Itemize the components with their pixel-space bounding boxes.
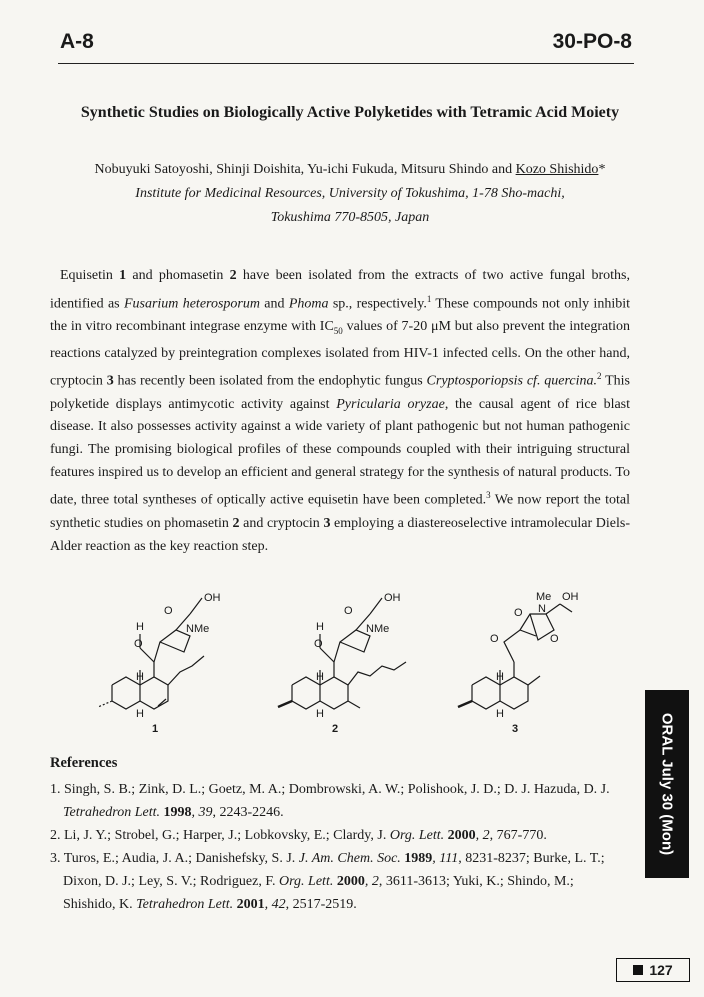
abstract: Equisetin 1 and phomasetin 2 have been isolated from the extracts of two active fungal broths, identified as Fusarium heterosporum and Phoma sp., respectively.$^1$ These compounds not only inhibit the in vitro recombinant integrase enzyme with $IC_{50}$ values of 7-20 μM but also prevent the integration reactions catalyzed by preintegration complexes isolated from HIV-1 infected cells. On the other hand, cryptocin 3 has recently been isolated from the endophytic fungus Cryptosporiopsis cf. quercina.$^2$ This polyketide displays antimycotic activity against Pyricularia oryzae, the causal agent of rice blast disease. It also possesses activity against a wide variety of plant pathogenic but not human pathogenic fungi. The promising biological profiles of these compounds coupled with their intriguing structural features inspired us to develop an efficient and general strategy for the synthesis of natural products. To date, three total syntheses of optically active equisetin have been completed.$^3$ We now report the total synthetic studies on phomasetin 2 and cryptocin 3 employing a diastereoselective intramolecular Diels-Alder reaction as the key reaction step.: [50, 268, 631, 554]
s2-nme-label: NMe: [366, 623, 390, 635]
page-number: 127: [649, 962, 673, 978]
affiliation-line-2: Tokushima 770-8505, Japan: [270, 210, 430, 225]
s3-top-h-label: H: [496, 671, 504, 683]
references-heading: References: [50, 755, 118, 771]
black-square-icon: [633, 965, 643, 975]
s2-h-label: H: [316, 621, 324, 633]
s1-oh-label: OH: [204, 592, 221, 604]
s1-nme-label: NMe: [186, 623, 210, 635]
s2-oh-label: OH: [384, 592, 401, 604]
references-list: [50, 778, 625, 916]
s3-bottom-h-label: H: [496, 708, 504, 720]
s1-h-label: H: [136, 621, 144, 633]
reference-3: 3. Turos, E.; Audia, J. A.; Danishefsky, S. J. J. Am. Chem. Soc. 1989, 111, 8231-8237; Burke, L. T.; Dixon, D. J.; Ley, S. V.; Rodriguez, F. Org. Lett. 2000, 2, 3611-3613; Yuki, K.; Shindo, M.; Shishido, K. Tetrahedron Lett. 2001, 42, 2517-2519.: [50, 851, 605, 912]
affiliation-line-1: Institute for Medicinal Resources, University of Tokushima, 1-78 Sho-machi,: [135, 186, 565, 201]
s2-o2-label: O: [314, 638, 323, 650]
s3-me-label: Me: [536, 591, 552, 603]
presenting-author: Kozo Shishido: [515, 162, 599, 177]
s1-bottom-h-label: H: [136, 708, 144, 720]
s3-compound-number: 3: [512, 723, 519, 735]
s2-bottom-h-label: H: [316, 708, 324, 720]
s3-o3-label: O: [550, 633, 559, 645]
s1-compound-number: 1: [152, 723, 159, 735]
structure-equisetin: [98, 592, 221, 735]
reference-2: 2. Li, J. Y.; Strobel, G.; Harper, J.; Lobkovsky, E.; Clardy, J. Org. Lett. 2000, 2, 767-770.: [50, 828, 547, 843]
author-list: Nobuyuki Satoyoshi, Shinji Doishita, Yu-ichi Fukuda, Mitsuru Shindo and Kozo Shishido*: [94, 162, 606, 177]
header-session-code: A-8: [60, 30, 94, 53]
header-poster-code: 30-PO-8: [552, 30, 632, 53]
s1-ring-h-label: H: [136, 671, 144, 683]
chemical-structures: [80, 590, 620, 740]
s2-o1-label: O: [344, 605, 353, 617]
s2-ring-h-label: H: [316, 671, 324, 683]
s3-n-label: N: [538, 603, 546, 615]
paper-title: Synthetic Studies on Biologically Active Polyketides with Tetramic Acid Moiety: [80, 104, 620, 121]
s3-o2-label: O: [514, 607, 523, 619]
reference-1: 1. Singh, S. B.; Zink, D. L.; Goetz, M. A.; Dombrowski, A. W.; Polishook, J. D.; D. J. Hazuda, D. J. Tetrahedron Lett. 1998, 39, 2243-2246.: [50, 782, 610, 820]
structure-phomasetin: [278, 592, 406, 735]
header-rule: [58, 63, 634, 64]
s3-oh-label: OH: [562, 591, 579, 603]
s2-compound-number: 2: [332, 723, 339, 735]
s3-o1-label: O: [490, 633, 499, 645]
s1-o2-label: O: [134, 638, 143, 650]
s1-o1-label: O: [164, 605, 173, 617]
session-side-tab: ORAL July 30 (Mon): [645, 690, 689, 878]
page-number-box: [616, 958, 690, 982]
structure-cryptocin: [458, 591, 579, 735]
